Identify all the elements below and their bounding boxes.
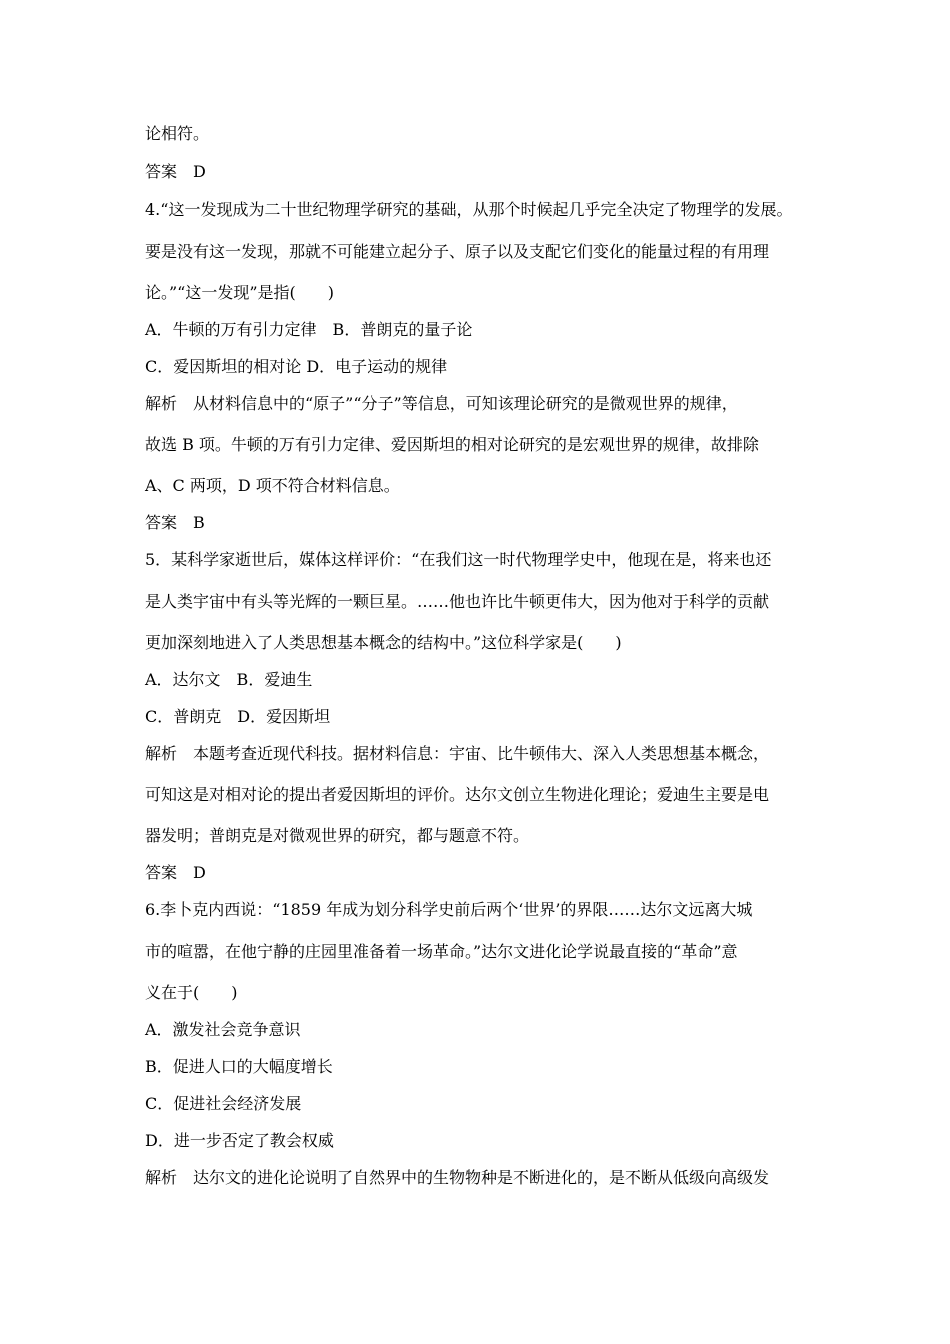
- question-line: 5．某科学家逝世后，媒体这样评价：“在我们这一时代物理学史中，他现在是，将来也还: [145, 550, 772, 569]
- answer-line: 答案 B: [145, 513, 205, 532]
- answer-line: 答案 D: [145, 162, 206, 181]
- analysis-line: 解析 本题考查近现代科技。据材料信息：宇宙、比牛顿伟大、深入人类思想基本概念，: [145, 744, 770, 763]
- question-line: 是人类宇宙中有头等光辉的一颗巨星。……他也许比牛顿更伟大，因为他对于科学的贡献: [145, 592, 770, 611]
- analysis-line: 故选 B 项。牛顿的万有引力定律、爱因斯坦的相对论研究的是宏观世界的规律，故排除: [145, 435, 759, 454]
- option-line: A．激发社会竞争意识: [145, 1020, 301, 1039]
- option-line: C．普朗克 D．爱因斯坦: [145, 707, 331, 726]
- question-line: 义在于( ): [145, 983, 238, 1002]
- question-line: 市的喧嚣，在他宁静的庄园里准备着一场革命。”达尔文进化论学说最直接的“革命”意: [145, 942, 738, 961]
- option-line: A．达尔文 B．爱迪生: [145, 670, 313, 689]
- question-line: 6.李卜克内西说：“1859 年成为划分科学史前后两个‘世界’的界限……达尔文远离大城: [145, 900, 753, 919]
- option-line: C．促进社会经济发展: [145, 1094, 302, 1113]
- analysis-line: 可知这是对相对论的提出者爱因斯坦的评价。达尔文创立生物进化理论；爱迪生主要是电: [145, 785, 770, 804]
- option-line: D．进一步否定了教会权威: [145, 1131, 334, 1150]
- option-line: C．爱因斯坦的相对论 D．电子运动的规律: [145, 357, 448, 376]
- question-line: 更加深刻地进入了人类思想基本概念的结构中。”这位科学家是( ): [145, 633, 622, 652]
- question-line: 要是没有这一发现，那就不可能建立起分子、原子以及支配它们变化的能量过程的有用理: [145, 242, 770, 261]
- analysis-line: 解析 从材料信息中的“原子”“分子”等信息，可知该理论研究的是微观世界的规律，: [145, 394, 738, 413]
- option-line: A．牛顿的万有引力定律 B．普朗克的量子论: [145, 320, 473, 339]
- analysis-line: 器发明；普朗克是对微观世界的研究，都与题意不符。: [145, 826, 530, 845]
- analysis-line: A、C 两项，D 项不符合材料信息。: [145, 476, 400, 495]
- option-line: B．促进人口的大幅度增长: [145, 1057, 333, 1076]
- analysis-line: 解析 达尔文的进化论说明了自然界中的生物物种是不断进化的，是不断从低级向高级发: [145, 1168, 770, 1187]
- answer-line: 答案 D: [145, 863, 206, 882]
- text-line: 论相符。: [145, 124, 210, 143]
- question-line: 4.“这一发现成为二十世纪物理学研究的基础，从那个时候起几乎完全决定了物理学的发展。: [145, 200, 793, 219]
- question-line: 论。”“这一发现”是指( ): [145, 283, 335, 302]
